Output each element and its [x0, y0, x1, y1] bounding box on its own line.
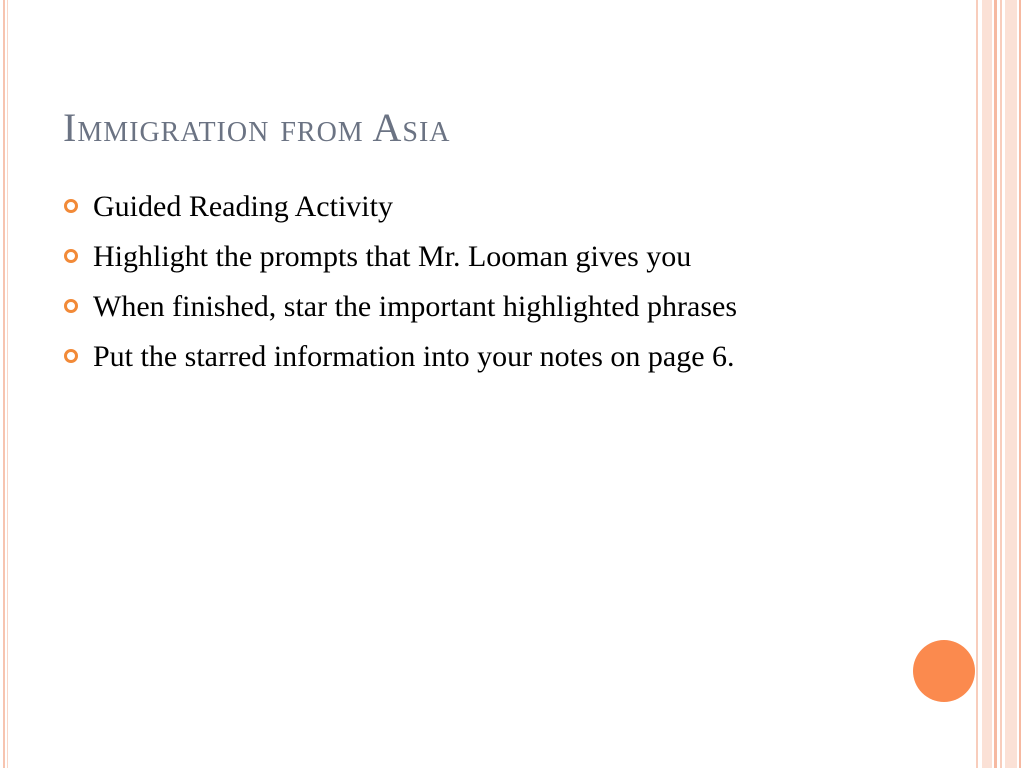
- stripe: [1005, 0, 1017, 768]
- bullet-text: When finished, star the important highlighted phrases: [93, 290, 738, 323]
- bullet-circle-icon: [64, 249, 78, 263]
- bullet-circle-icon: [64, 199, 78, 213]
- decorative-orange-circle: [913, 640, 975, 702]
- left-border-line: [3, 0, 5, 768]
- bullet-item: [62, 236, 852, 277]
- bullet-list: [62, 186, 852, 386]
- bullet-text: Put the starred information into your notes on page 6.: [93, 340, 735, 373]
- bullet-circle-icon: [64, 349, 78, 363]
- stripe: [1019, 0, 1021, 768]
- bullet-text: Highlight the prompts that Mr. Looman gives you: [93, 240, 692, 273]
- bullet-item: [62, 286, 852, 327]
- stripe: [982, 0, 992, 768]
- stripe: [994, 0, 997, 768]
- bullet-item: [62, 336, 852, 377]
- left-border-line-inner: [7, 0, 8, 768]
- bullet-item: [62, 186, 852, 227]
- right-decorative-stripes: [976, 0, 1024, 768]
- bullet-circle-icon: [64, 299, 78, 313]
- stripe: [976, 0, 978, 768]
- slide-title: Immigration from Asia: [63, 105, 451, 150]
- bullet-text: Guided Reading Activity: [93, 190, 393, 223]
- stripe: [1000, 0, 1002, 768]
